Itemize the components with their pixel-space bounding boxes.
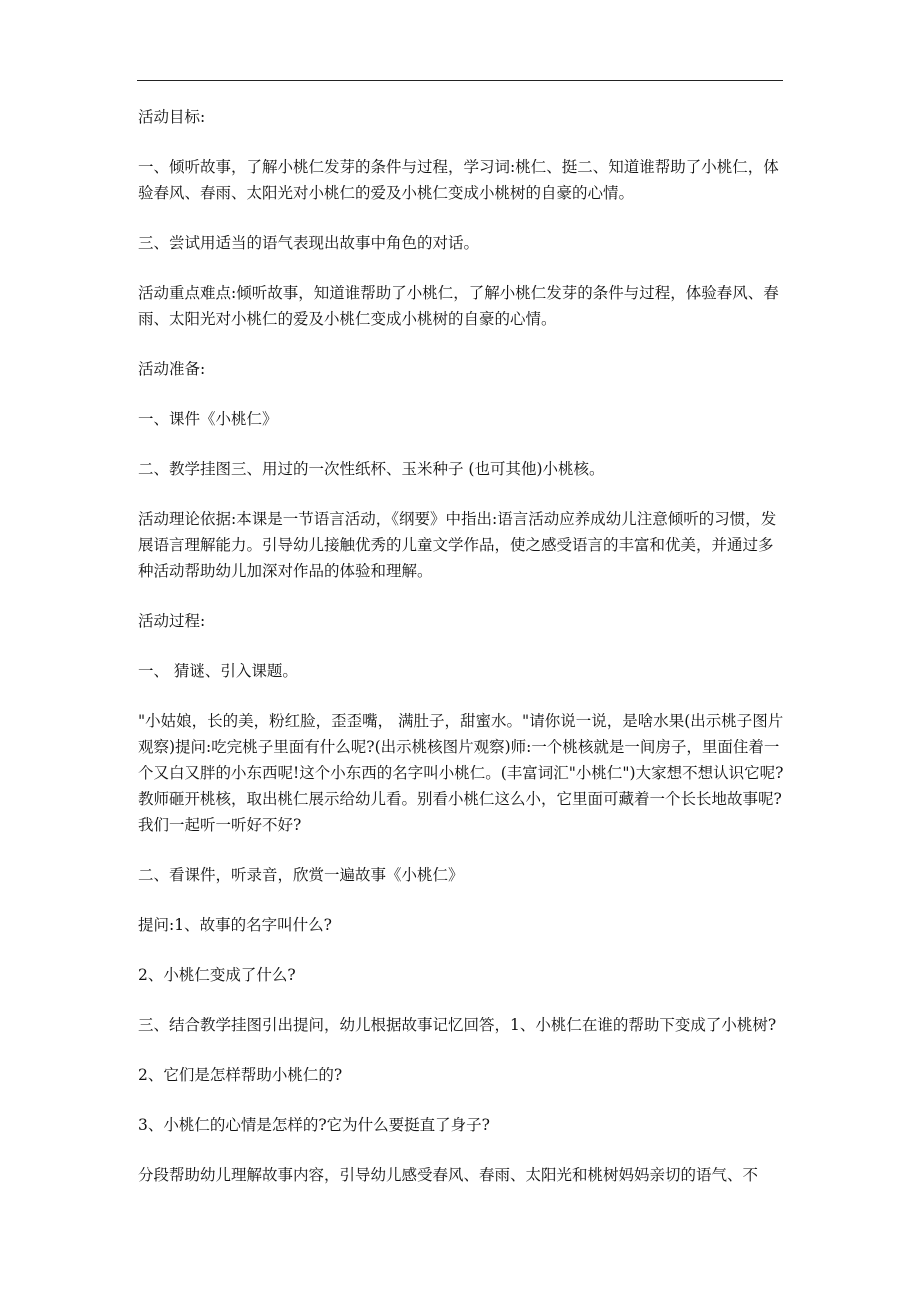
- document-body: [138, 104, 788, 1212]
- paragraph-question-3: 2、它们是怎样帮助小桃仁的?: [138, 1066, 343, 1084]
- paragraph-riddle: "小姑娘，长的美，粉红脸，歪歪嘴， 满肚子，甜蜜水。"请你说一说，是啥水果(出示桃子图片观察)提问:吃完桃子里面有什么呢?(出示桃核图片观察)师:一个桃核就是一间房子，里面住着一个又白又胖的小东西呢!这个小东西的名字叫小桃仁。(丰富词汇"小桃仁")大家想不想认识它呢?教师砸开桃核，取出桃仁展示给幼儿看。别看小桃仁这么小，它里面可藏着一个长长地故事呢?我们一起听一听好不好?: [138, 712, 784, 834]
- paragraph-preparation-2: 二、教学挂图三、用过的一次性纸杯、玉米种子 (也可其他)小桃核。: [138, 460, 605, 478]
- paragraph-question-2: 2、小桃仁变成了什么?: [138, 966, 296, 984]
- paragraph-goals-heading: 活动目标:: [138, 108, 206, 126]
- paragraph-key-points: 活动重点难点:倾听故事，知道谁帮助了小桃仁，了解小桃仁发芽的条件与过程，体验春风、春雨、太阳光对小桃仁的爱及小桃仁变成小桃树的自豪的心情。: [138, 284, 779, 328]
- paragraph-step-1: 一、 猜谜、引入课题。: [138, 662, 298, 680]
- paragraph-step-2: 二、看课件，听录音，欣赏一遍故事《小桃仁》: [138, 866, 464, 884]
- paragraph-step-3: 三、结合教学挂图引出提问，幼儿根据故事记忆回答，1、小桃仁在谁的帮助下变成了小桃树?: [138, 1016, 777, 1034]
- header-rule: [137, 80, 783, 81]
- paragraph-goal-1: 一、倾听故事，了解小桃仁发芽的条件与过程，学习词:桃仁、挺二、知道谁帮助了小桃仁，体验春风、春雨、太阳光对小桃仁的爱及小桃仁变成小桃树的自豪的心情。: [138, 158, 779, 202]
- paragraph-goal-3: 三、尝试用适当的语气表现出故事中角色的对话。: [138, 234, 480, 252]
- paragraph-question-4: 3、小桃仁的心情是怎样的?它为什么要挺直了身子?: [138, 1116, 490, 1134]
- paragraph-process-heading: 活动过程:: [138, 612, 206, 630]
- paragraph-question-1: 提问:1、故事的名字叫什么?: [138, 916, 332, 934]
- paragraph-preparation-heading: 活动准备:: [138, 360, 206, 378]
- paragraph-segment-help: 分段帮助幼儿理解故事内容，引导幼儿感受春风、春雨、太阳光和桃树妈妈亲切的语气、不: [138, 1166, 759, 1184]
- paragraph-preparation-1: 一、课件《小桃仁》: [138, 410, 278, 428]
- paragraph-theory: 活动理论依据:本课是一节语言活动，《纲要》中指出:语言活动应养成幼儿注意倾听的习惯，发展语言理解能力。引导幼儿接触优秀的儿童文学作品，使之感受语言的丰富和优美，并通过多种活动帮助幼儿加深对作品的体验和理解。: [138, 510, 777, 580]
